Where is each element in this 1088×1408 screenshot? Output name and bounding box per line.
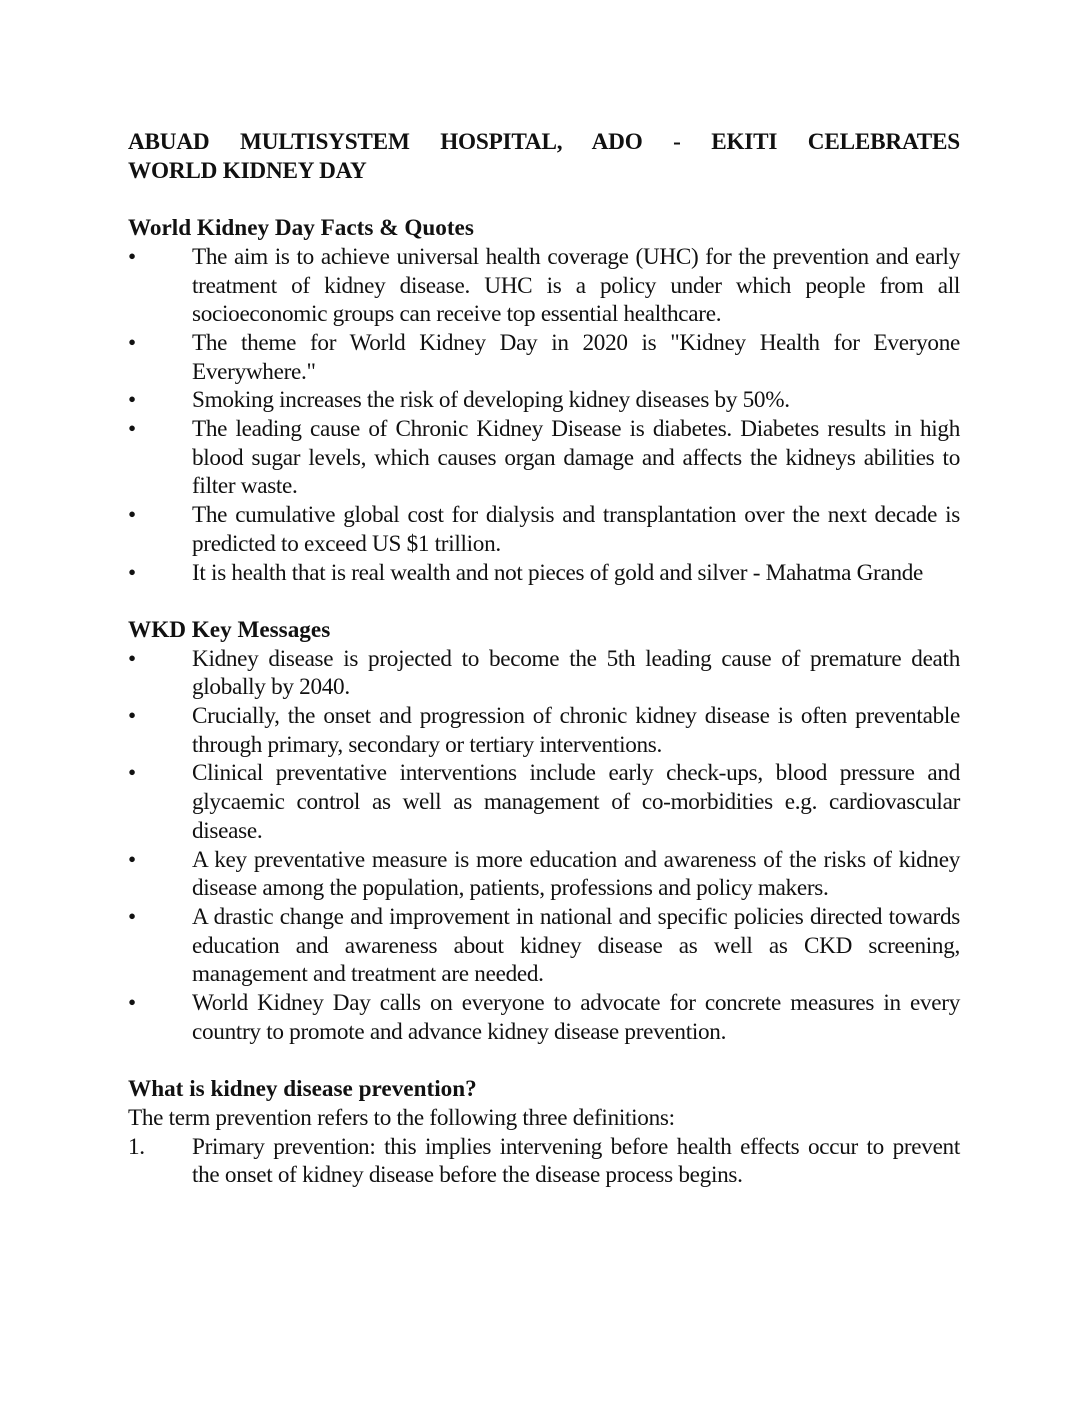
bullet-icon: • xyxy=(128,990,136,1017)
list-item xyxy=(128,1133,960,1190)
list-item-text: A key preventative measure is more education and awareness of the risks of kidney disease among the population, patients, professions and policy makers. xyxy=(192,846,960,902)
bullet-icon: • xyxy=(128,703,136,730)
list-item xyxy=(128,846,960,903)
title-line-1: ABUAD MULTISYSTEM HOSPITAL, ADO - EKITI CELEBRATES xyxy=(128,129,960,155)
bullet-icon: • xyxy=(128,645,136,672)
bullet-icon: • xyxy=(128,243,136,270)
bullet-icon: • xyxy=(128,502,136,529)
list-item-text: A drastic change and improvement in national and specific policies directed towards education and awareness about kidney disease as well as CKD screening, management and treatment are needed. xyxy=(192,903,960,988)
list-item-text: Primary prevention: this implies intervening before health effects occur to prevent the onset of kidney disease before the disease process begins. xyxy=(192,1133,960,1189)
bullet-icon: • xyxy=(128,329,136,356)
facts-list xyxy=(128,243,960,587)
list-item xyxy=(128,702,960,759)
bullet-icon: • xyxy=(128,416,136,443)
list-item xyxy=(128,559,960,588)
list-item-text: The aim is to achieve universal health coverage (UHC) for the prevention and early treatment of kidney disease. UHC is a policy under which people from all socioeconomic groups can receive top essential healthcare. xyxy=(192,243,960,328)
key-messages-list xyxy=(128,645,960,1047)
list-item-text: World Kidney Day calls on everyone to advocate for concrete measures in every country to promote and advance kidney disease prevention. xyxy=(192,990,960,1045)
list-item xyxy=(128,759,960,845)
bullet-icon: • xyxy=(128,559,136,586)
key-messages-section xyxy=(128,616,960,1047)
section-heading: What is kidney disease prevention? xyxy=(128,1076,477,1103)
bullet-icon: • xyxy=(128,760,136,787)
document-title xyxy=(128,128,960,185)
list-item xyxy=(128,329,960,386)
list-item-text: The leading cause of Chronic Kidney Disease is diabetes. Diabetes results in high blood sugar levels, which causes organ damage and affects the kidneys abilities to filter waste. xyxy=(192,416,960,500)
list-item-text: Crucially, the onset and progression of chronic kidney disease is often preventable through primary, secondary or tertiary interventions. xyxy=(192,703,960,758)
list-item-text: The cumulative global cost for dialysis and transplantation over the next decade is predicted to exceed US $1 trillion. xyxy=(192,502,960,557)
bullet-icon: • xyxy=(128,387,136,414)
spacer xyxy=(128,185,960,214)
bullet-icon: • xyxy=(128,903,136,930)
list-item-text: The theme for World Kidney Day in 2020 is "Kidney Health for Everyone Everywhere." xyxy=(192,329,960,385)
list-item-text: Smoking increases the risk of developing kidney diseases by 50%. xyxy=(192,387,790,414)
list-item xyxy=(128,501,960,558)
list-number: 1. xyxy=(128,1133,145,1160)
bullet-icon: • xyxy=(128,846,136,873)
list-item xyxy=(128,386,960,415)
list-item xyxy=(128,989,960,1046)
facts-quotes-section xyxy=(128,214,960,587)
list-item-text: It is health that is real wealth and not pieces of gold and silver - Mahatma Grande xyxy=(192,559,924,586)
prevention-section xyxy=(128,1075,960,1190)
prevention-definitions-list xyxy=(128,1133,960,1190)
document-page xyxy=(128,128,960,1190)
section-heading: WKD Key Messages xyxy=(128,616,331,643)
list-item xyxy=(128,415,960,501)
spacer xyxy=(128,1046,960,1075)
spacer xyxy=(128,587,960,616)
list-item xyxy=(128,903,960,989)
title-line-2: WORLD KIDNEY DAY xyxy=(128,157,367,184)
list-item-text: Clinical preventative interventions include early check-ups, blood pressure and glycaemic control as well as management of co-morbidities e.g. cardiovascular disease. xyxy=(192,760,960,844)
list-item xyxy=(128,243,960,329)
section-heading: World Kidney Day Facts & Quotes xyxy=(128,215,474,242)
list-item xyxy=(128,645,960,702)
list-item-text: Kidney disease is projected to become the 5th leading cause of premature death globally by 2040. xyxy=(192,645,960,701)
section-intro: The term prevention refers to the following three definitions: xyxy=(128,1104,675,1131)
